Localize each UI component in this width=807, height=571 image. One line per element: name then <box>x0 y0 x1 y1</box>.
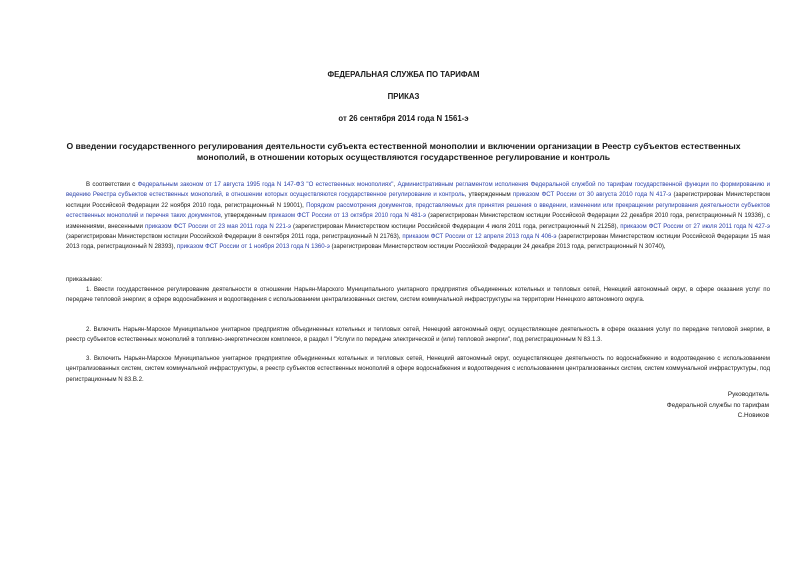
preamble-text: В соответствии с <box>86 181 138 188</box>
legal-reference-link[interactable]: приказом ФСТ России от 13 октября 2010 года N 481-э <box>268 212 427 220</box>
legal-reference-link[interactable]: приказом ФСТ России от 27 июля 2011 года N 427-э <box>620 222 771 230</box>
legal-reference-link[interactable]: Порядком рассмотрения документов, представляемых для принятия решения о введении, изменении или прекращении регулирования деятельности субъектов естественных монополий и перечня таких документов <box>66 201 770 220</box>
signature-position: Руководитель <box>727 391 769 398</box>
document-type: ПРИКАЗ <box>387 92 420 101</box>
order-item-text: 2. Включить Нарьян-Марское Муниципальное унитарное предприятие объединенных котельных и тепловых сетей, Ненецкий автономный округ, осуществляющее деятельность в сфере оказания услуг по передаче тепловой энергии, в реестр субъектов естественных монополий в топливно-энергетическом комплексе, в раздел I "Услуги по передаче электрической и (или) тепловой энергии", под регистрационным N 83.1.3. <box>66 326 770 344</box>
order-item-3 <box>66 354 770 385</box>
preamble-text: (зарегистрирован Министерством юстиции Российской Федерации 22 ноября 2010 года, регистрационный N 19001), <box>66 191 771 209</box>
legal-reference-link[interactable]: Федеральным законом от 17 августа 1995 года N 147-ФЗ "О естественных монополиях" <box>137 181 394 188</box>
preamble-paragraph <box>66 180 770 253</box>
preamble-text: (зарегистрирован Министерством юстиции Российской Федерации 15 мая 2013 года, регистрационный N 28393), <box>66 233 770 251</box>
order-item-2 <box>66 325 770 346</box>
preamble-text: (зарегистрирован Министерством юстиции Российской Федерации 24 декабря 2013 года, регистрационный N 30740), <box>329 243 666 251</box>
agency-heading: ФЕДЕРАЛЬНАЯ СЛУЖБА ПО ТАРИФАМ <box>327 70 480 79</box>
preamble-text: (зарегистрирован Министерством юстиции Российской Федерации 4 июля 2011 года, регистрационный N 21258), <box>291 222 621 230</box>
signature-agency: Федеральной службы по тарифам <box>666 401 769 409</box>
order-section <box>66 275 770 285</box>
document-title: О введении государственного регулирования деятельности субъекта естественной монополии и включении организации в Реестр субъектов естественных монополий, в отношении которых осуществляются государственное регулирование и контроль <box>66 141 741 162</box>
signature-name: С.Новиков <box>737 412 769 419</box>
document-body <box>66 180 770 253</box>
preamble-text: , утвержденным <box>464 191 513 199</box>
order-word: приказываю: <box>66 276 103 283</box>
signature-block <box>667 390 769 422</box>
preamble-text: , утвержденным <box>220 212 269 220</box>
preamble-text: , <box>393 181 398 188</box>
legal-reference-link[interactable]: Административным регламентом исполнения Федеральной службой по тарифам государственной функции по формированию и ведению Реестра субъектов естественных монополий, в отношении которых осуществляются государственное регулирование и контроль <box>66 181 771 199</box>
order-item-text: 3. Включить Нарьян-Марское Муниципальное унитарное предприятие объединенных котельных и тепловых сетей, Ненецкий автономный округ, осуществляющее деятельность по водоснабжению и водоотведению с использованием централизованных систем, систем коммунальной инфраструктуры, в реестр субъектов естественных монополий в сфере водоснабжения и водоотведения с использованием централизованных систем, систем коммунальной инфраструктуры, под регистрационным N 83.В.2. <box>66 355 770 383</box>
document-date-number: от 26 сентября 2014 года N 1561-э <box>338 114 469 123</box>
order-item-1 <box>66 285 770 306</box>
order-item-text: 1. Ввести государственное регулирование деятельности в отношении Нарьян-Марского Муниципального унитарного предприятия объединенных котельных и тепловых сетей, Ненецкий автономный округ, в сфере оказания услуг по передаче тепловой энергии; в сфере водоснабжения и водоотведения с использованием централизованных систем, систем коммунальной инфраструктуры на территории Ненецкого автономного округа. <box>66 286 770 304</box>
preamble-text: (зарегистрирован Министерством юстиции Российской Федерации 8 сентября 2011 года, регистрационный N 21763), <box>66 233 403 241</box>
preamble-text: (зарегистрирован Министерством юстиции Российской Федерации 22 декабря 2010 года, регистрационный N 19336), с изменениями, внесенными <box>66 212 770 230</box>
legal-reference-link[interactable]: приказом ФСТ России от 12 апреля 2013 года N 406-э <box>402 233 557 241</box>
legal-reference-link[interactable]: приказом ФСТ России от 30 августа 2010 года N 417-э <box>512 191 672 199</box>
legal-reference-link[interactable]: приказом ФСТ России от 1 ноября 2013 года N 1360-э <box>176 243 330 251</box>
legal-reference-link[interactable]: приказом ФСТ России от 23 мая 2011 года N 221-э <box>145 222 292 230</box>
